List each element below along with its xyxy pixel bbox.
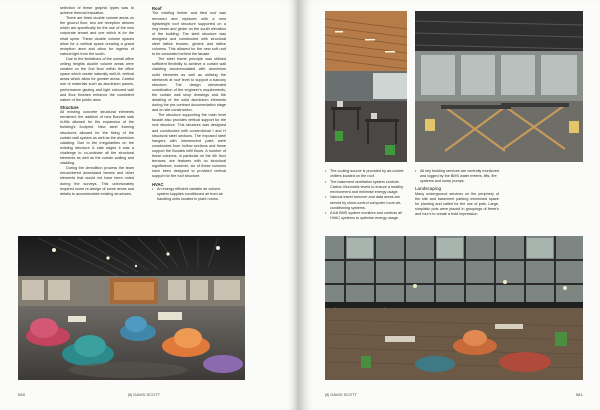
- right-column-2: [415, 169, 499, 217]
- paragraph: During the demolition process the team encountered downstand beams and other elements that would not have been noted during the surveys. This unfortunately required some re-design of some areas and details to accommodate existing structures.: [60, 166, 134, 196]
- paragraph: Due to the limitations of the overall office ceiling heights double volume areas were created on the 2nd floor within the office space which create naturally well-lit, vertical areas which allow for greater areas. Careful use of materials such as aluminium panels, performance glazing and light coloured wall and floor finishes enhance the consistent nature of the public area.: [60, 56, 134, 102]
- right-column-1: [325, 169, 409, 222]
- paragraph: selection of these graphic types was to achieve thermal insulation.: [60, 6, 134, 16]
- office-lounge-image: [18, 236, 245, 380]
- hvac-bullet-list-continued: [325, 169, 409, 221]
- bullet-item: • All key building services are centrally monitored and logged by the BMS water meters, lifts, fire systems and sump pumps.: [420, 169, 499, 184]
- section-heading-roof: Roof: [152, 6, 162, 11]
- running-head-left: |5| DAVID SCOTT: [128, 392, 161, 397]
- section-heading-structure: Structure: [60, 104, 79, 110]
- right-page: [301, 0, 600, 410]
- left-column-1: [60, 6, 134, 197]
- terrace-seating-photo: [415, 11, 583, 162]
- paragraph: There are three double volume areas on the ground floor, two are reception atriums which are specifically for the use of the new corporate tenant and one which is for the retail spine. These double volume spaces allow for a vertical space creating a grand reception area and allow for ingress of natural light from the south.: [60, 16, 134, 56]
- bullet-item: • The cooling source is provided by air-cooled chillers located on the roof.: [330, 169, 409, 179]
- workspace-wood-ceiling-photo: [325, 11, 407, 162]
- page-number-right: 581: [575, 392, 583, 397]
- atrium-image: [325, 236, 583, 380]
- page-number-left: 580: [18, 392, 26, 397]
- paragraph: Many underground services on the periphery of the site and basement parking minimised space for planting and called for the use of pots. Large, simplistic pots were placed in groupings of three's and four's to create a bold impression: [415, 191, 499, 217]
- atrium-lounge-photo: [325, 236, 583, 380]
- paragraph: All existing concrete structural elements remained; the addition of new Bondek slab in-fills allowed for the expansion of the building's footprint. New steel framing structures allowed for the fixing of the curtain wall system as well as the aluminium cladding. Due to the irregularities on the existing structure & slab edges it was a challenge to co-ordinate all the structural elements as well as the curtain walling and cladding.: [60, 110, 134, 166]
- bullet-item: • The basement ventilation system controls Carbon Monoxide levels to ensure a healthy environment and minimise energy usage.: [330, 180, 409, 195]
- section-heading-landscaping: Landscaping: [415, 186, 442, 192]
- services-bullet-list: [415, 169, 499, 184]
- running-head-right: |5| DAVID SCOTT: [325, 392, 358, 397]
- office-lounge-photo: [18, 236, 245, 380]
- hvac-bullet-list: [152, 187, 226, 202]
- terrace-image: [415, 11, 583, 162]
- section-heading-hvac: HVAC: [152, 181, 164, 187]
- paragraph: The existing timber and tiled roof was removed and replaced with a new lightweight roof structure supported on a ring beam and girder on the south elevation of the building. The steel structure was designed and constructed with structural steel lattice trusses, girders and lattice columns. This allowed for the new soft roof to be concealed behind the facade.: [152, 11, 226, 57]
- bullet-item: • An energy efficient variable air volume system supplies conditioned air from air handling units located in plant rooms.: [157, 187, 226, 202]
- bullet-item: • Various travel turnover and data areas are served by close-control computer room air-conditioning systems.: [330, 195, 409, 210]
- paragraph: The steel frame principle was utilised sufficient flexibility to achieve a curtain wall cladding accommodated with aluminium solid elements as well as utilising the steelwork at roof level to support a balcony structure. The design demanded coordination of the engineer's requirements, the curtain wall shop drawings and the detailing of the solid aluminium elements during the pre-contract documentation stage and on site construction.: [152, 57, 226, 113]
- left-column-2: [152, 6, 226, 203]
- workspace-image: [325, 11, 407, 162]
- paragraph: The structure supporting the main level facade also provides vertical support for the roof structure. This structure was designed and constructed with conventional I and H structural steel sections. The exposed steel hangers with intumescent paint were constructed from hollow sections and these support the Bondek infill floors. A number of these columns, in particular on the 4th floor terraces, are features with no structural significance, however, six of these columns have been designed to provided vertical support for the roof structure.: [152, 113, 226, 179]
- bullet-item: • A full BMS system monitors and controls all HVAC systems to optimise energy usage.: [330, 211, 409, 221]
- left-page: [0, 0, 299, 410]
